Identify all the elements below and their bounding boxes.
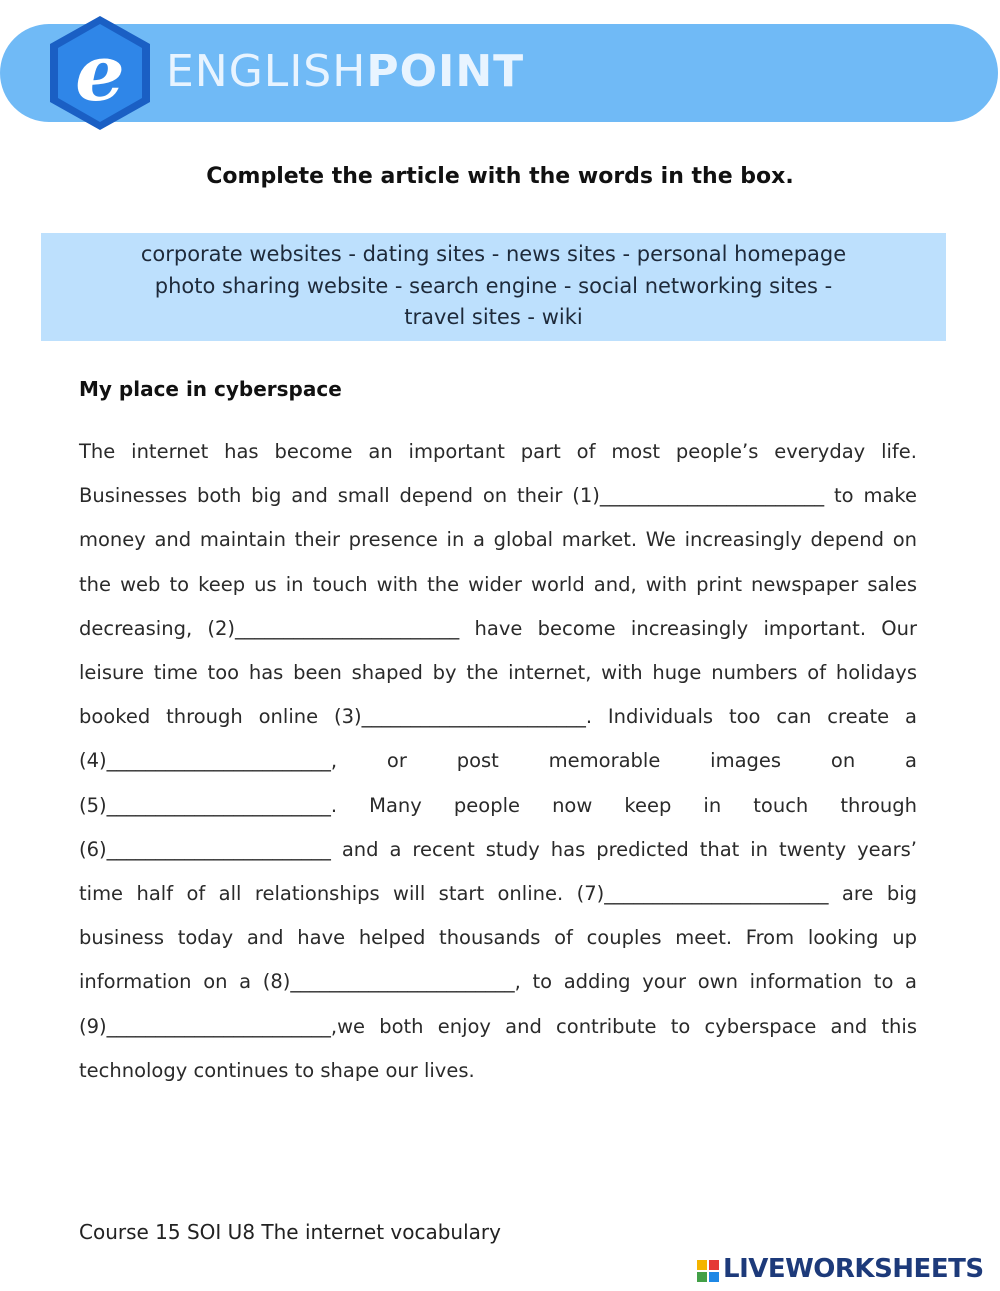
article-title: My place in cyberspace (79, 377, 342, 401)
word-box-line: corporate websites - dating sites - news sites - personal homepage (140, 242, 847, 266)
brand-name (166, 42, 524, 102)
englishpoint-logo-icon (46, 14, 154, 132)
instruction-heading: Complete the article with the words in the box. (206, 164, 794, 189)
liveworksheets-logo (697, 1252, 995, 1286)
word-box-line: photo sharing website - search engine - social networking sites - (154, 273, 833, 298)
course-label: Course 15 SOI U8 The internet vocabulary (79, 1220, 501, 1244)
brand-name-light: ENGLISH (166, 46, 367, 97)
liveworksheets-brand: LIVEWORKSHEETS (723, 1254, 984, 1284)
word-box (41, 233, 946, 341)
article-paragraph: The internet has become an important part of most people’s everyday life. Businesses both big and small depend on their (1)_______________________ to make money and maintain their presence in a global market. We increasingly depend on the web to keep us in touch with the wider world and, with print newspaper sales decreasing, (2)_______________________ have become increasingly important. Our leisure time too has been shaped by the internet, with huge numbers of holidays booked through online (3)_______________________. Individuals too can create a (4)_______________________, or post memorable images on a (5)_______________________. Many people now keep in touch through (6)_______________________ and a recent study has predicted that in twenty years’ time half of all relationships will start online. (7)_______________________ are big business today and have helped thousands of couples meet. From looking up information on a (8)_______________________, to adding your own information to a (9)_______________________,we both enjoy and contribute to cyberspace and this technology continues to shape our lives. (79, 440, 917, 1082)
word-box-line: travel sites - wiki (404, 305, 583, 329)
brand-name-bold: POINT (366, 46, 525, 97)
liveworksheets-icon (697, 1260, 719, 1282)
article-body (79, 430, 917, 1093)
logo-letter: e (75, 28, 125, 119)
